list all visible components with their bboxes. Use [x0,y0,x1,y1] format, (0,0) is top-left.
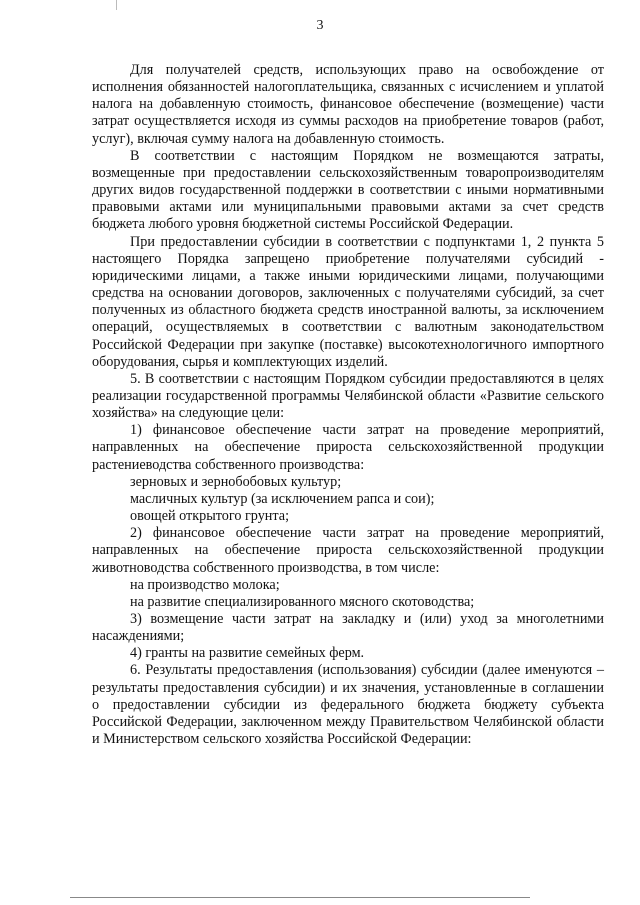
paragraph-item-5: 5. В соответствии с настоящим Порядком субсидии предоставляются в целях реализации государственной программы Челябинской области «Развитие сельского хозяйства» на следующие цели: [92,370,604,422]
list-item-beef-cattle: на развитие специализированного мясного скотоводства; [130,593,475,610]
document-body [92,62,604,748]
list-item-vegetables: овощей открытого грунта; [130,508,290,525]
scan-mark [116,0,117,10]
paragraph-goal-1: 1) финансовое обеспечение части затрат на проведение мероприятий, направленных на обеспечение прироста сельскохозяйственной продукции растениеводства собственного производства: [92,422,604,473]
paragraph-goal-2: 2) финансовое обеспечение части затрат на проведение мероприятий, направленных на обеспечение прироста сельскохозяйственной продукции животноводства собственного производства, в том числе: [92,525,604,576]
paragraph-item-6: 6. Результаты предоставления (использования) субсидии (далее именуются – результаты предоставления субсидии) и их значения, установленные в соглашении о предоставлении субсидии из федерального бюджета бюджету субъекта Российской Федерации, заключенном между Правительством Челябинской области и Министерством сельского хозяйства Российской Федерации: [92,662,604,748]
paragraph-goal-4: 4) гранты на развитие семейных ферм. [130,645,365,662]
paragraph-no-reimbursement: В соответствии с настоящим Порядком не возмещаются затраты, возмещенные при предоставлении сельскохозяйственным товаропроизводителям других видов государственной поддержки в соответствии с иными нормативными правовыми актами или муниципальными правовыми актами за счет средств бюджета любого уровня бюджетной системы Российской Федерации. [92,147,604,233]
list-item-milk: на производство молока; [130,576,280,593]
paragraph-goal-3: 3) возмещение части затрат на закладку и (или) уход за многолетними насаждениями; [92,611,604,645]
page-number: 3 [316,18,324,33]
paragraph-vat-exemption: Для получателей средств, использующих право на освобождение от исполнения обязанностей налогоплательщика, связанных с исчислением и уплатой налога на добавленную стоимость, финансовое обеспечение (возмещение) части затрат осуществляется исходя из суммы расходов на приобретение товаров (работ, услуг), включая сумму налога на добавленную стоимость. [92,62,604,147]
list-item-oilseed: масличных культур (за исключением рапса и сои); [130,490,435,507]
footer-rule [70,897,530,898]
paragraph-currency-prohibition: При предоставлении субсидии в соответствии с подпунктами 1, 2 пункта 5 настоящего Порядка запрещено приобретение получателями субсидий - юридическими лицами, а также иными юридическими лицами, получающими средства на основании договоров, заключенных с получателями субсидий, за счет полученных из областного бюджета средств иностранной валюты, за исключением операций, осуществляемых в соответствии с валютным законодательством Российской Федерации при закупке (поставке) высокотехнологичного импортного оборудования, сырья и комплектующих изделий. [92,233,604,370]
list-item-grain: зерновых и зернобобовых культур; [130,473,342,490]
